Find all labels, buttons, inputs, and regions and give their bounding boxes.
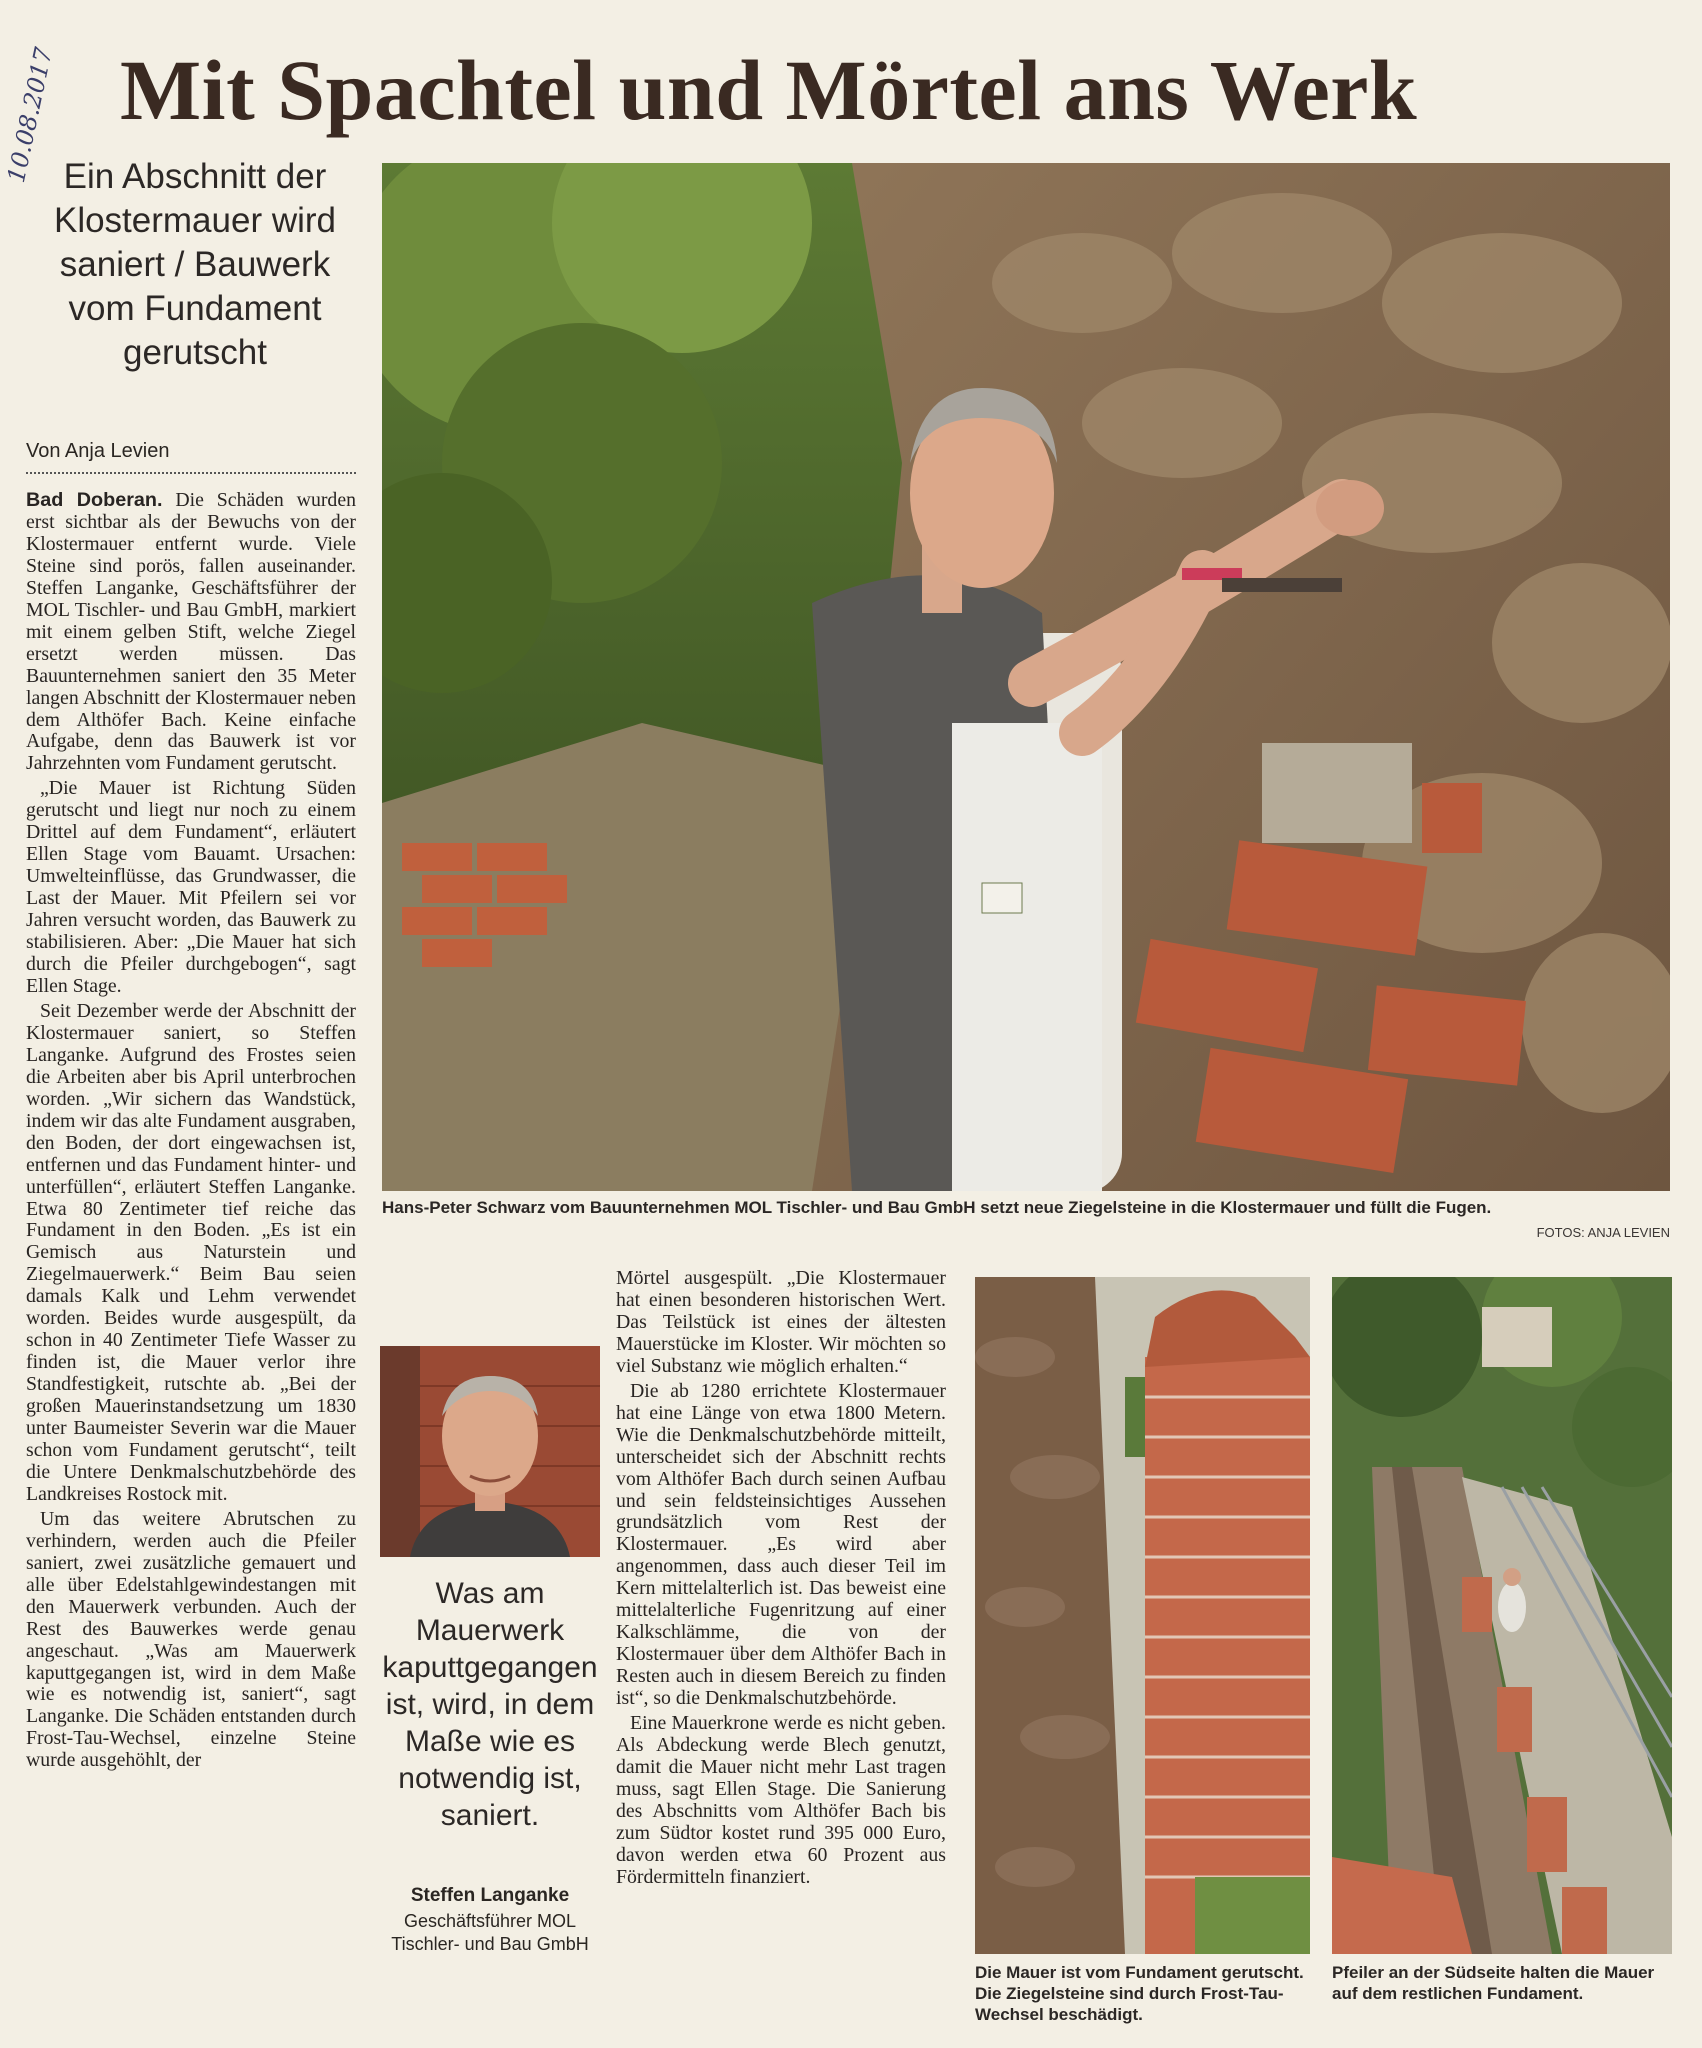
byline: Von Anja Levien (26, 440, 356, 474)
main-photo-caption: Hans-Peter Schwarz vom Bauunternehmen MOL Tischler- und Bau GmbH setzt neue Ziegelsteine in die Klostermauer und füllt die Fugen. (382, 1198, 1492, 1217)
portrait-photo (380, 1346, 600, 1557)
pullquote-role: Geschäftsführer MOL Tischler- und Bau GmbH (391, 1911, 589, 1954)
portrait-image (380, 1346, 600, 1557)
article-column-1 (26, 490, 356, 2040)
paragraph-5: Mörtel ausgespült. „Die Klostermauer hat einen besonderen historischen Wert. Das Teilstück ist eines der ältesten Mauerstücke im Kloster. Wir möchten so viel Substanz wie möglich erhalten.“ (616, 1267, 946, 1377)
wall-photo (975, 1277, 1310, 1954)
paragraph-3: Seit Dezember werde der Abschnitt der Klostermauer saniert, so Steffen Langanke. Aufgrund des Frostes seien die Arbeiten aber bis April unterbrochen worden. „Wir sichern das Wandstück, indem wir das alte Fundament ausgraben, den Boden, der dort eingewachsen ist, entfernen und das Fundament hinter- und unterfüllen“, erläutert Steffen Langanke. Etwa 80 Zentimeter tief reiche das Fundament in den Boden. „Es ist ein Gemisch aus Naturstein und Ziegelmauerwerk.“ Beim Bau seien damals Kalk und Lehm verwendet worden. Beides wurde ausgespült, da schon in 40 Zentimeter Tiefe Wasser zu finden ist, die Mauer verlor ihre Standfestigkeit, rutschte ab. „Bei der großen Mauerinstandsetzung um 1830 unter Baumeister Severin war die Mauer schon vom Fundament gerutscht“, teilt die Untere Denkmalschutzbehörde des Landkreises Rostock mit. (26, 999, 356, 1505)
handwritten-date-stamp: 10.08.2017 (2, 44, 58, 186)
paragraph-2: „Die Mauer ist Richtung Süden gerutscht und liegt nur noch zu einem Drittel auf dem Fundament“, erläutert Ellen Stage vom Bauamt. Ursachen: Umwelteinflüsse, das Grundwasser, die Last der Mauer. Mit Pfeilern sei vor Jahren versucht worden, das Bauwerk zu stabilisieren. Aber: „Die Mauer hat sich durch die Pfeiler durchgebogen“, sagt Ellen Stage. (26, 777, 356, 997)
wall-photo-image (975, 1277, 1310, 1954)
wall-photo-caption: Die Mauer ist vom Fundament gerutscht. Die Ziegelsteine sind durch Frost-Tau-Wechsel beschädigt. (975, 1963, 1304, 2024)
paragraph-7: Eine Mauerkrone werde es nicht geben. Als Abdeckung werde Blech genutzt, damit die Mauer nicht mehr Last tragen muss, sagt Ellen Stage. Die Sanierung des Abschnitts vom Althöfer Bach bis zum Südtor kostet rund 395 000 Euro, davon werden etwa 60 Prozent aus Fördermitteln finanziert. (616, 1712, 946, 1888)
photo-credit: FOTOS: ANJA LEVIEN (1536, 1225, 1670, 1240)
paragraph-4: Um das weitere Abrutschen zu verhindern, werden auch die Pfeiler saniert, zwei zusätzliche gemauert und alle über Edelstahlgewindestangen mit den Mauerwerk verbunden. Auch der Rest des Bauwerkes werde genau angeschaut. „Was am Mauerwerk kaputtgegangen ist, wird in dem Maße wie es notwendig ist, saniert“, sagt Langanke. Die Schäden entstanden durch Frost-Tau-Wechsel, einzelne Steine wurde ausgehöhlt, der (26, 1507, 356, 1772)
article-column-3 (616, 1268, 946, 2028)
main-photo (382, 163, 1670, 1191)
pillars-photo-caption: Pfeiler an der Südseite halten die Mauer auf dem restlichen Fundament. (1332, 1963, 1655, 2003)
paragraph-1-text: Die Schäden wurden erst sichtbar als der Bewuchs von der Klostermauer entfernt wurde. Viele Steine sind porös, fallen auseinander. Steffen Langanke, Geschäftsführer der MOL Tischler- und Bau GmbH, markiert mit einem gelben Stift, welche Ziegel ersetzt werden müssen. Das Bauunternehmen saniert den 35 Meter langen Abschnitt der Klostermauer neben dem Althöfer Bach. Keine einfache Aufgabe, denn das Bauwerk ist vor Jahrzehnten vom Fundament gerutscht. (26, 489, 356, 775)
pullquote-author: Steffen Langanke (410, 1885, 570, 1906)
headline: Mit Spachtel und Mörtel ans Werk (120, 42, 1418, 138)
pillars-photo-image (1332, 1277, 1672, 1954)
main-photo-image (382, 163, 1670, 1191)
pillars-photo (1332, 1277, 1672, 1954)
paragraph-1 (26, 490, 356, 775)
paragraph-6: Die ab 1280 errichtete Klostermauer hat eine Länge von etwa 1800 Metern. Wie die Denkmalschutzbehörde mitteilt, unterscheidet sich der Abschnitt rechts vom Althöfer Bach durch seinen Aufbau und sein feldsteinsichtiges Aussehen grundsätzlich vom Rest der Klostermauer. „Es wird aber angenommen, dass auch dieser Teil im Kern mittelalterlich ist. Das beweist eine mittelalterliche Fugenritzung auf einer Kalkschlämme, die von der Klostermauer über dem Althöfer Bach in Resten auch in diesem Bereich zu finden ist“, so die Denkmalschutzbehörde. (616, 1379, 946, 1710)
subheadline: Ein Abschnitt der Klostermauer wird saniert / Bauwerk vom Fundament gerutscht (53, 157, 337, 372)
pullquote-text: Was am Mauerwerk kaputtgegangen ist, wird, in dem Maße wie es notwendig ist, saniert. (382, 1577, 598, 1832)
dateline: Bad Doberan. (26, 489, 163, 511)
